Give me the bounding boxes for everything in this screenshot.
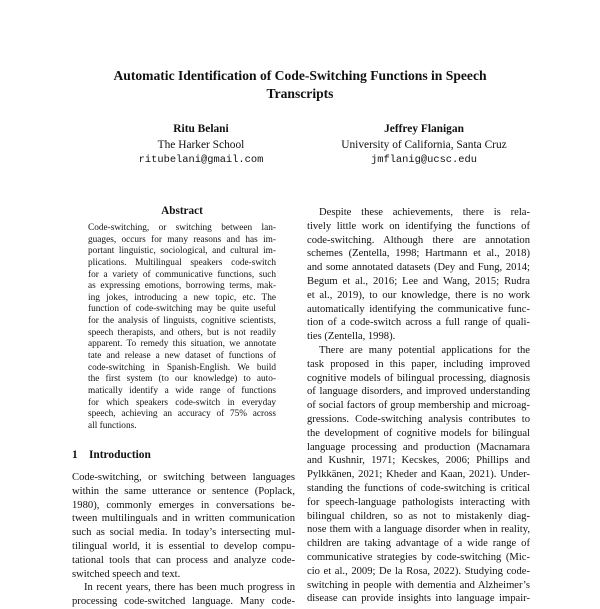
text-line: tate and release a new dataset of functions of [88,351,276,362]
author-block-2 [294,122,554,169]
text-line: schemes (Zentella, 1998; Hartmann et al., 2018) [307,248,530,260]
section-title: Introduction [89,449,151,461]
text-line: automatically identifying the communicative func- [307,303,530,315]
text-line: communicative strategies by code-switching (Mic- [307,551,530,563]
author-affiliation: University of California, Santa Cruz [341,138,507,151]
text-line: tilingual world, it is essential to develop compu- [72,540,295,552]
text-line: and some annotated datasets (Dey and Fung, 2014; [307,262,530,274]
text-line: all functions. [88,420,137,431]
text-line: Despite these achievements, there is rela- [319,207,530,218]
author-name: Ritu Belani [173,123,229,135]
text-line: and Kushnir, 1971; Kecskes, 2006; Phillips and [307,455,530,467]
text-line: such as social media. In today’s intersecting mul- [72,527,295,539]
section-number: 1 [72,449,78,461]
paper-title [60,67,540,103]
text-line: tively little work on identifying the functions of [307,220,530,232]
text-line: as expressing emotions, borrowing terms, mak- [88,281,276,292]
text-line: matically identify a wide range of functions [88,385,276,396]
text-line: the development of cognitive models for bilingual [307,427,530,439]
text-line: for a variety of communicative functions, such [88,269,276,280]
text-line: ing jokes, introducing a new topic, etc. The [88,292,276,303]
text-line: ties (Zentella, 1998). [307,331,396,343]
text-line: Code-switching, or switching between languages [72,472,295,483]
text-line: cio et al., 2009; De la Rosa, 2022). Studying code- [307,565,530,577]
section-heading-introduction [72,449,151,461]
introduction-body [72,471,295,609]
text-line: for the analysis of linguists, cognitive scientists, [88,316,276,327]
author-block-1 [71,122,331,169]
text-line: tween multilinguals and in written communication [72,513,295,525]
text-line: speech therapists, and others, but is not readily [88,327,276,338]
text-line: In recent years, there has been much progress in [84,582,295,594]
text-line: plications. Multilingual speakers code-switch [88,257,276,268]
text-line: gressions. Code-switching analysis contributes to [307,413,530,425]
author-email[interactable]: ritubelani@gmail.com [138,154,264,166]
text-line: apparent. To remedy this situation, we annotate [88,339,276,350]
text-line: nose them with a language disorder when in reality, [307,524,530,536]
text-line: bilingual children, so as not to mistakenly diag- [307,510,530,522]
text-line: function of code-switching may be quite useful [88,304,276,315]
author-name: Jeffrey Flanigan [384,123,464,135]
text-line: language processing and production (Macnamara [307,441,530,453]
text-line: processing code-switched language. Many code- [72,596,295,608]
text-line: standing the functions of code-switching is critical [307,482,530,494]
text-line: cognitive models of bilingual processing, diagnosis [307,372,530,384]
text-line: portant linguistic, sociological, and cultural im- [88,246,276,257]
text-line: guages, occurs for many reasons and has im- [88,234,276,245]
text-line: tion of a code-switch across a full range of quali- [307,317,530,329]
text-line: tational tools that can process and analyze code- [72,554,295,566]
paper-title-line-2: Transcripts [266,86,334,101]
text-line: et al., 2019), to our knowledge, there is no work [307,289,530,301]
text-line: There are many potential applications for the [319,344,530,356]
abstract-body [88,223,276,433]
author-affiliation: The Harker School [157,138,245,151]
text-line: code-switching in Spanish-English. We build [88,362,276,373]
abstract-heading: Abstract [161,205,203,217]
text-line: speech, achieving an accuracy of 75% across [88,409,276,420]
text-line: for which speakers code-switch in everyday [88,397,276,408]
text-line: switched speech and text. [72,568,181,580]
author-email[interactable]: jmflanig@ucsc.edu [370,154,477,166]
text-line: Code-switching, or switching between lan- [88,223,276,233]
text-line: children are taking advantage of a wide range of [307,538,530,550]
text-line: 1980), commonly emerges in conversations be- [72,499,295,511]
text-line: code-switching. Although there are annotation [307,234,530,246]
text-line: the first system (to our knowledge) to auto- [88,374,276,385]
text-line: Begum et al., 2016; Lee and Wang, 2015; Rudra [307,275,530,287]
text-line: of language disorders, and improved understanding [307,386,530,398]
text-line: switching in people with dementia and Alzheimer’s [307,579,530,591]
text-line: Pylkkänen, 2021; Kheder and Kaan, 2021). Under- [307,469,530,481]
text-line: disease can provide insights into language impair- [307,593,530,605]
text-line: within the same utterance or sentence (Poplack, [72,485,295,497]
text-line: of social factors of group membership and microag- [307,400,530,412]
paper-title-line-1: Automatic Identification of Code-Switching Functions in Speech [113,68,487,83]
text-line: task proposed in this paper, including improved [307,358,530,370]
right-column-body [307,206,530,606]
text-line: for speech-language pathologists interacting with [307,496,530,508]
